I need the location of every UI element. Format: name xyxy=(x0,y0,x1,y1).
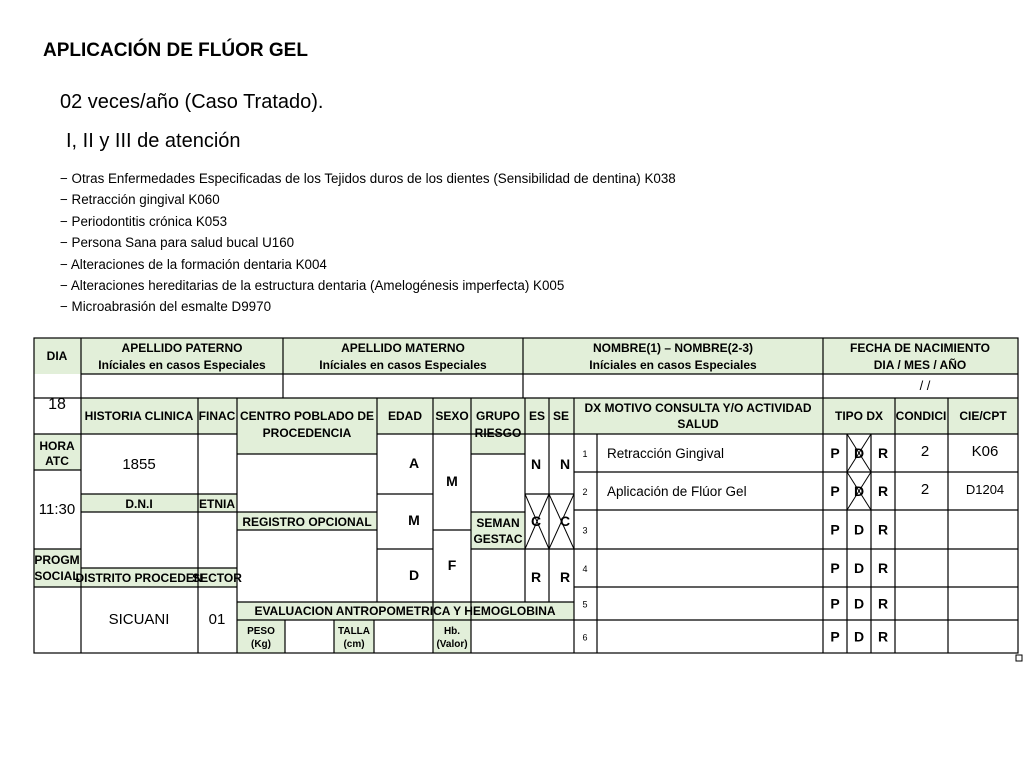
fecha-nac-header: FECHA DE NACIMIENTO xyxy=(849,341,991,355)
dia-value: 18 xyxy=(48,396,66,413)
fecha-nac-format: DIA / MES / AÑO xyxy=(873,358,967,372)
tipo-dx-letter-r: R xyxy=(877,628,889,645)
apellido-materno-note: Iníciales en casos Especiales xyxy=(319,358,487,372)
dia-header: DIA xyxy=(46,349,68,363)
diagnosis-item: − Alteraciones de la formación dentaria K004 xyxy=(60,254,676,275)
diagnosis-item: − Persona Sana para salud bucal U160 xyxy=(60,232,676,253)
fecha-nac-slashes: / / xyxy=(919,378,931,393)
hora-value: 11:30 xyxy=(38,501,76,518)
progm-social-header: PROGM xyxy=(34,553,80,567)
sexo-f: F xyxy=(447,557,457,573)
sector-value: 01 xyxy=(208,611,226,628)
tipo-dx-letter-r: R xyxy=(877,445,889,461)
tipo-dx-header: TIPO DX xyxy=(834,409,884,423)
diagnosis-item: − Microabrasión del esmalte D9970 xyxy=(60,296,676,317)
tipo-dx-letter-r: R xyxy=(877,521,889,538)
etnia-header: ETNIA xyxy=(199,497,235,511)
dx-row-cie-code: D1204 xyxy=(965,482,1005,497)
centro-poblado-header-2: PROCEDENCIA xyxy=(262,426,352,440)
finac-header: FINAC xyxy=(198,409,236,423)
evaluacion-header: EVALUACION ANTROPOMETRICA Y HEMOGLOBINA xyxy=(254,604,556,618)
historia-clinica-value: 1855 xyxy=(122,456,156,473)
edad-unit-m: M xyxy=(408,512,420,528)
dx-row-number: 1 xyxy=(582,449,588,459)
tipo-dx-letter-r: R xyxy=(877,560,889,576)
cie-cpt-header: CIE/CPT xyxy=(959,409,1007,423)
dx-motivo-header-2: SALUD xyxy=(677,417,719,431)
tipo-dx-letter-d: D xyxy=(853,445,865,461)
se-value-c: C xyxy=(559,513,571,529)
tipo-dx-letter-r: R xyxy=(877,595,889,612)
dx-row-cie-code: K06 xyxy=(971,443,999,460)
tipo-dx-letter-p: P xyxy=(830,560,840,576)
grupo-riesgo-header: GRUPO xyxy=(475,409,521,423)
talla-header-2: (cm) xyxy=(343,639,365,650)
grupo-riesgo-header-2: RIESGO xyxy=(474,426,522,440)
apellido-paterno-note: Iníciales en casos Especiales xyxy=(98,358,266,372)
tipo-dx-letter-p: P xyxy=(830,483,840,499)
registro-opcional-header: REGISTRO OPCIONAL xyxy=(242,515,372,529)
tipo-dx-letter-d: D xyxy=(853,595,865,612)
distrito-value: SICUANI xyxy=(108,611,170,628)
tipo-dx-letter-d: D xyxy=(853,560,865,576)
tipo-dx-letter-p: P xyxy=(830,521,840,538)
condici-header: CONDICI xyxy=(895,409,947,423)
es-value-c: C xyxy=(530,513,542,529)
tipo-dx-letter-p: P xyxy=(830,445,840,461)
historia-clinica-header: HISTORIA CLINICA xyxy=(84,409,194,423)
progm-social-header-2: SOCIAL xyxy=(34,569,80,583)
diagnosis-item: − Otras Enfermedades Especificadas de los Tejidos duros de los dientes (Sensibilidad de dentina) K038 xyxy=(60,168,676,189)
tipo-dx-letter-p: P xyxy=(830,628,840,645)
edad-unit-a: A xyxy=(408,455,420,471)
es-value-n: N xyxy=(530,456,542,472)
sector-header: SECTOR xyxy=(192,571,242,585)
dx-row-number: 4 xyxy=(582,564,588,574)
hb-header-2: (Valor) xyxy=(436,639,468,650)
seman-gestac-header-2: GESTAC xyxy=(473,532,523,546)
centro-poblado-header: CENTRO POBLADO DE xyxy=(239,409,375,423)
dx-rows xyxy=(582,443,1004,645)
dx-row-description: Retracción Gingival xyxy=(607,446,725,461)
edad-unit-d: D xyxy=(408,567,420,583)
hb-header: Hb. xyxy=(443,626,461,637)
sexo-m: M xyxy=(446,473,458,489)
diagnosis-item: − Retracción gingival K060 xyxy=(60,189,676,210)
tipo-dx-letter-r: R xyxy=(877,483,889,499)
dx-row-number: 2 xyxy=(582,487,588,497)
seman-gestac-header: SEMAN xyxy=(476,516,520,530)
peso-header: PESO xyxy=(247,626,275,637)
dni-header: D.N.I xyxy=(125,497,153,511)
sexo-header: SEXO xyxy=(435,409,469,423)
tipo-dx-letter-d: D xyxy=(853,483,865,499)
es-header: ES xyxy=(528,409,546,423)
talla-header: TALLA xyxy=(337,626,371,637)
dx-row-number: 3 xyxy=(582,525,588,536)
dx-motivo-header: DX MOTIVO CONSULTA Y/O ACTIVIDAD xyxy=(584,401,812,415)
se-value-r: R xyxy=(559,569,571,585)
frequency-subtitle: 02 veces/año (Caso Tratado). xyxy=(60,91,324,113)
se-value-n: N xyxy=(559,456,571,472)
dx-row-number: 5 xyxy=(582,599,588,610)
distrito-header: DISTRITO PROCEDEN xyxy=(75,571,203,585)
apellido-materno-header: APELLIDO MATERNO xyxy=(341,341,465,355)
apellido-paterno-header: APELLIDO PATERNO xyxy=(121,341,243,355)
page-title: APLICACIÓN DE FLÚOR GEL xyxy=(43,40,308,61)
diagnosis-item: − Alteraciones hereditarias de la estructura dentaria (Amelogénesis imperfecta) K005 xyxy=(60,275,676,296)
peso-header-2: (Kg) xyxy=(251,639,271,650)
dx-row-condicion: 2 xyxy=(920,481,930,498)
es-value-r: R xyxy=(530,569,542,585)
diagnosis-item: − Periodontitis crónica K053 xyxy=(60,211,676,232)
dx-row-description: Aplicación de Flúor Gel xyxy=(607,484,747,499)
hora-header-2: ATC xyxy=(45,454,69,468)
tipo-dx-letter-d: D xyxy=(853,628,865,645)
dx-row-number: 6 xyxy=(582,632,588,643)
care-level-subtitle: I, II y III de atención xyxy=(66,130,241,152)
nombre-note: Iníciales en casos Especiales xyxy=(589,358,757,372)
nombre-header: NOMBRE(1) – NOMBRE(2-3) xyxy=(592,341,754,355)
dx-row-condicion: 2 xyxy=(920,443,930,460)
tipo-dx-letter-p: P xyxy=(830,595,840,612)
hora-header: HORA xyxy=(39,439,75,453)
se-header: SE xyxy=(552,409,570,423)
edad-header: EDAD xyxy=(387,409,423,423)
tipo-dx-letter-d: D xyxy=(853,521,865,538)
